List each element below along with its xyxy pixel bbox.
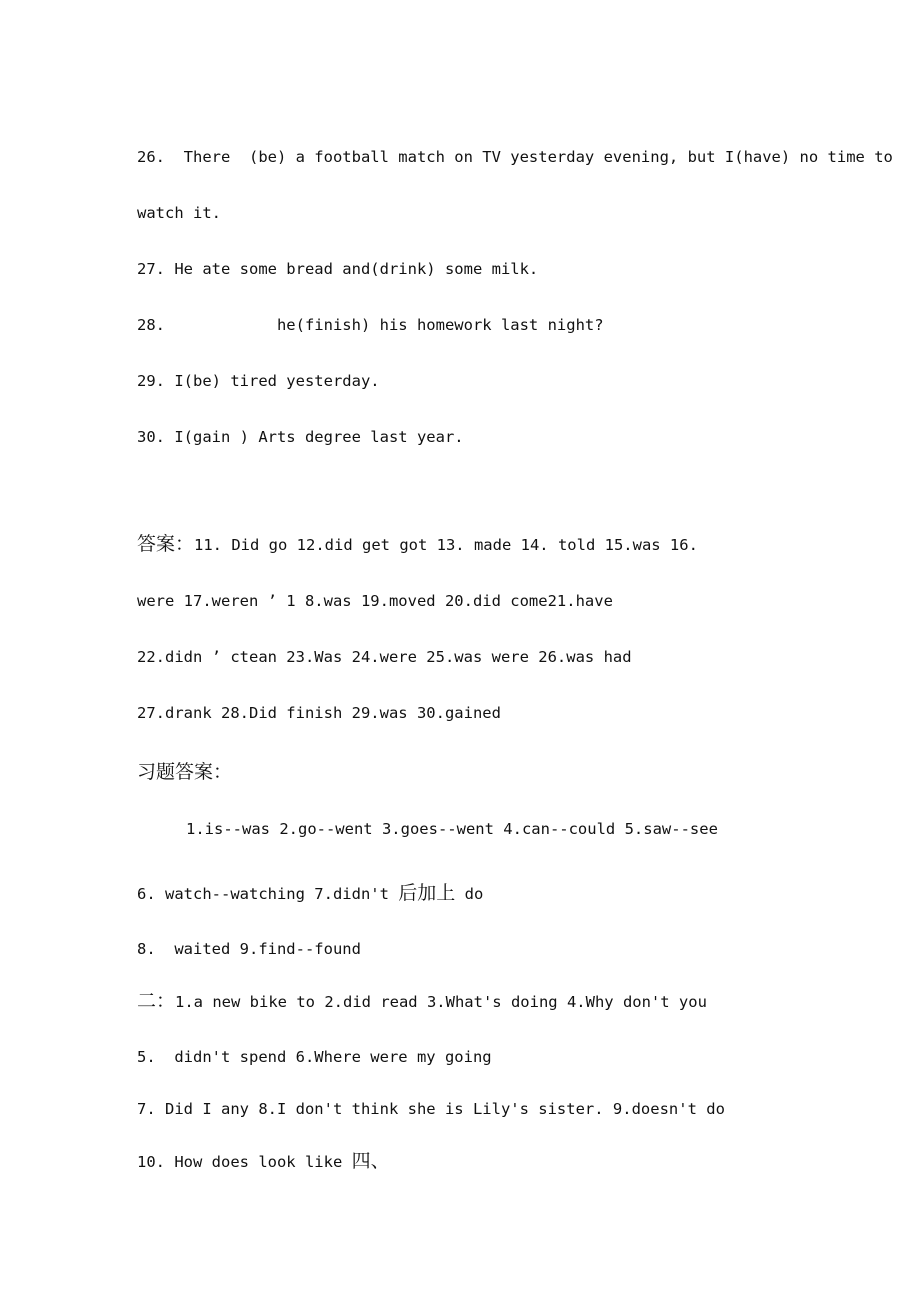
part2-line4 xyxy=(137,1151,390,1172)
exercise-26-line1: 26. There (be) a football match on TV yesterday evening, but I(have) no time to xyxy=(137,148,893,166)
answers-line1-text: 11. Did go 12.did get got 13. made 14. told 15.was 16. xyxy=(194,536,698,554)
exercise-answers-line2-prefix: 6. watch--watching 7.didn't xyxy=(137,885,399,903)
exercise-28: 28. he(finish) his homework last night? xyxy=(137,316,604,334)
exercise-answers-heading: 习题答案： xyxy=(137,761,233,783)
exercise-answers-line2 xyxy=(137,883,483,904)
exercise-answers-line2-cjk: 后加上 xyxy=(398,882,456,904)
part2-line4-cjk: 四、 xyxy=(351,1150,390,1172)
part2-line1 xyxy=(137,991,707,1012)
exercise-29: 29. I(be) tired yesterday. xyxy=(137,372,380,390)
answers-label: 答案： xyxy=(137,533,195,555)
answers-line2: were 17.weren ’ 1 8.was 19.moved 20.did come21.have xyxy=(137,592,613,610)
answers-line3: 22.didn ’ ctean 23.Was 24.were 25.was were 26.was had xyxy=(137,648,632,666)
part2-line1-text: 1.a new bike to 2.did read 3.What's doing 4.Why don't you xyxy=(175,993,707,1011)
exercise-answers-line1: 1.is--was 2.go--went 3.goes--went 4.can--could 5.saw--see xyxy=(186,820,718,838)
exercise-27: 27. He ate some bread and(drink) some milk. xyxy=(137,260,539,278)
exercise-26-line2: watch it. xyxy=(137,204,221,222)
part2-line2: 5. didn't spend 6.Where were my going xyxy=(137,1048,492,1066)
answers-line4: 27.drank 28.Did finish 29.was 30.gained xyxy=(137,704,501,722)
exercise-30: 30. I(gain ) Arts degree last year. xyxy=(137,428,464,446)
answers-line1 xyxy=(137,534,698,555)
exercise-answers-line2-suffix: do xyxy=(455,885,484,903)
part2-line3: 7. Did I any 8.I don't think she is Lily's sister. 9.doesn't do xyxy=(137,1100,725,1118)
exercise-answers-line3: 8. waited 9.find--found xyxy=(137,940,361,958)
part2-label: 二： xyxy=(137,990,176,1012)
part2-line4-prefix: 10. How does look like xyxy=(137,1153,352,1171)
